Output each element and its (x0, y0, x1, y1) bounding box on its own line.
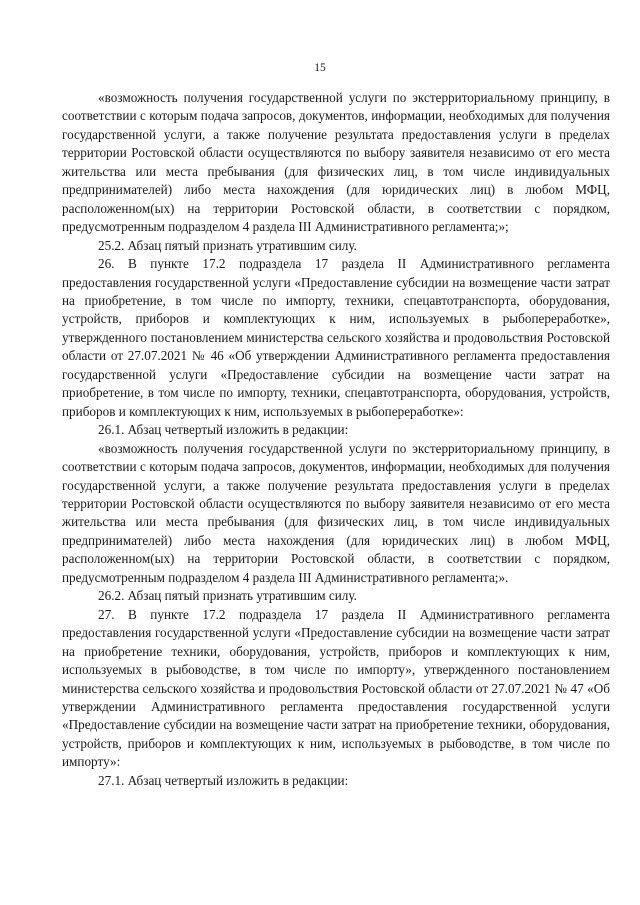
paragraph-26-2: 26.2. Абзац пятый признать утратившим силу. (98, 588, 357, 604)
paragraph-26-1: 26.1. Абзац четвертый изложить в редакции: (98, 422, 349, 438)
paragraph-27-1: 27.1. Абзац четвертый изложить в редакции: (98, 772, 349, 788)
paragraph-extraterritorial-quote-1: «возможность получения государственной услуги по экстерриториальному принципу, в соответствии с которым подача запросов, документов, информации, необходимых для получения государственной услуги, а также получение результата предоставления услуги в пределах территории Ростовской области осуществляются по выбору заявителя независимо от его места жительства или места пребывания (для физических лиц, в том числе индивидуальных предпринимателей) либо места нахождения (для юридических лиц) в любом МФЦ, расположенном(ых) на территории Ростовской области, в соответствии с порядком, предусмотренным подразделом 4 раздела III Административного регламента;»; (62, 90, 610, 235)
page-number: 15 (314, 62, 326, 74)
document-body (62, 89, 610, 790)
paragraph-26: 26. В пункте 17.2 подраздела 17 раздела II Административного регламента предоставления государственной услуги «Предоставление субсидии на возмещение части затрат на приобретение, в том числе по импорту, техники, спецавтотранспорта, оборудования, устройств, приборов и комплектующих к ним, используемых в рыбопереработке», утвержденного постановлением министерства сельского хозяйства и продовольствия Ростовской области от 27.07.2021 № 46 «Об утверждении Административного регламента предоставления государственной услуги «Предоставление субсидии на возмещение части затрат на приобретение, в том числе по импорту, техники, спецавтотранспорта, оборудования, устройств, приборов и комплектующих к ним, используемых в рыбопереработке»: (62, 256, 610, 419)
paragraph-25-2: 25.2. Абзац пятый признать утратившим силу. (98, 237, 357, 253)
paragraph-extraterritorial-quote-2: «возможность получения государственной услуги по экстерриториальному принципу, в соответствии с которым подача запросов, документов, информации, необходимых для получения государственной услуги, а также получение результата предоставления услуги в пределах территории Ростовской области осуществляются по выбору заявителя независимо от его места жительства или места пребывания (для физических лиц, в том числе индивидуальных предпринимателей) либо места нахождения (для юридических лиц) в любом МФЦ, расположенном(ых) на территории Ростовской области, в соответствии с порядком, предусмотренным подразделом 4 раздела III Административного регламента;». (62, 440, 610, 585)
paragraph-27: 27. В пункте 17.2 подраздела 17 раздела II Административного регламента предоставления государственной услуги «Предоставление субсидии на возмещение части затрат на приобретение техники, оборудования, устройств, приборов и комплектующих к ним, используемых в рыбоводстве, в том числе по импорту», утвержденного постановлением министерства сельского хозяйства и продовольствия Ростовской области от 27.07.2021 № 47 «Об утверждении Административного регламента предоставления государственной услуги «Предоставление субсидии на возмещение части затрат на приобретение техники, оборудования, устройств, приборов и комплектующих к ним, используемых в рыбоводстве, в том числе по импорту»: (62, 606, 610, 770)
